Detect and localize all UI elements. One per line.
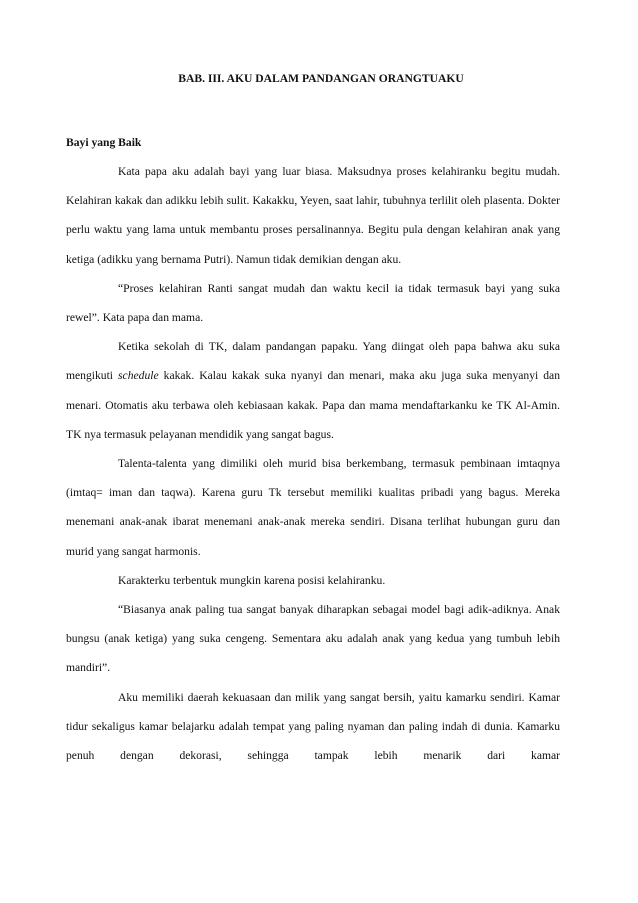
paragraph-3-italic: schedule [118,369,159,383]
paragraph-3-text-a: Ketika sekolah di TK, dalam pandangan papaku. Yang diingat oleh papa bahwa aku suka mengikuti [66,340,560,383]
paragraph-5: Karakterku terbentuk mungkin karena posisi kelahiranku. [118,573,386,587]
paragraph-2: “Proses kelahiran Ranti sangat mudah dan waktu kecil ia tidak termasuk bayi yang suka rewel”. Kata papa dan mama. [66,281,560,325]
paragraph-1: Kata papa aku adalah bayi yang luar biasa. Maksudnya proses kelahiranku begitu mudah. Kelahiran kakak dan adikku lebih sulit. Kakakku, Yeyen, saat lahir, tubuhnya terlilit oleh plasenta. Dokter perlu waktu yang lama untuk membantu proses persalinannya. Begitu pula dengan kelahiran anak yang ketiga (adikku yang bernama Putri). Namun tidak demikian dengan aku. [66,165,560,266]
chapter-title: BAB. III. AKU DALAM PANDANGAN ORANGTUAKU [178,72,464,85]
paragraph-4: Talenta-talenta yang dimiliki oleh murid bisa berkembang, termasuk pembinaan imtaqnya (imtaq= iman dan taqwa). Karena guru Tk tersebut memiliki kualitas pribadi yang bagus. Mereka menemani anak-anak ibarat menemani anak-anak mereka sendiri. Disana terlihat hubungan guru dan murid yang sangat harmonis. [66,457,560,558]
section-heading: Bayi yang Baik [66,136,142,149]
body-text [66,157,560,770]
paragraph-6: “Biasanya anak paling tua sangat banyak diharapkan sebagai model bagi adik-adiknya. Anak bungsu (anak ketiga) yang suka cengeng. Sementara aku adalah anak yang kedua yang tumbuh lebih mandiri”. [66,603,560,675]
paragraph-7: Aku memiliki daerah kekuasaan dan milik yang sangat bersih, yaitu kamarku sendiri. Kamar tidur sekaligus kamar belajarku adalah tempat yang paling nyaman dan paling indah di dunia. Kamarku penuh dengan dekorasi, sehingga tampak lebih menarik dari kamar [66,690,560,763]
paragraph-3 [66,332,560,449]
paragraph-3-text-b: kakak. Kalau kakak suka nyanyi dan menari, maka aku juga suka menyanyi dan menari. Otomatis aku terbawa oleh kebiasaan kakak. Papa dan mama mendaftarkanku ke TK Al-Amin. TK nya termasuk pelayanan mendidik yang sangat bagus. [66,369,560,441]
